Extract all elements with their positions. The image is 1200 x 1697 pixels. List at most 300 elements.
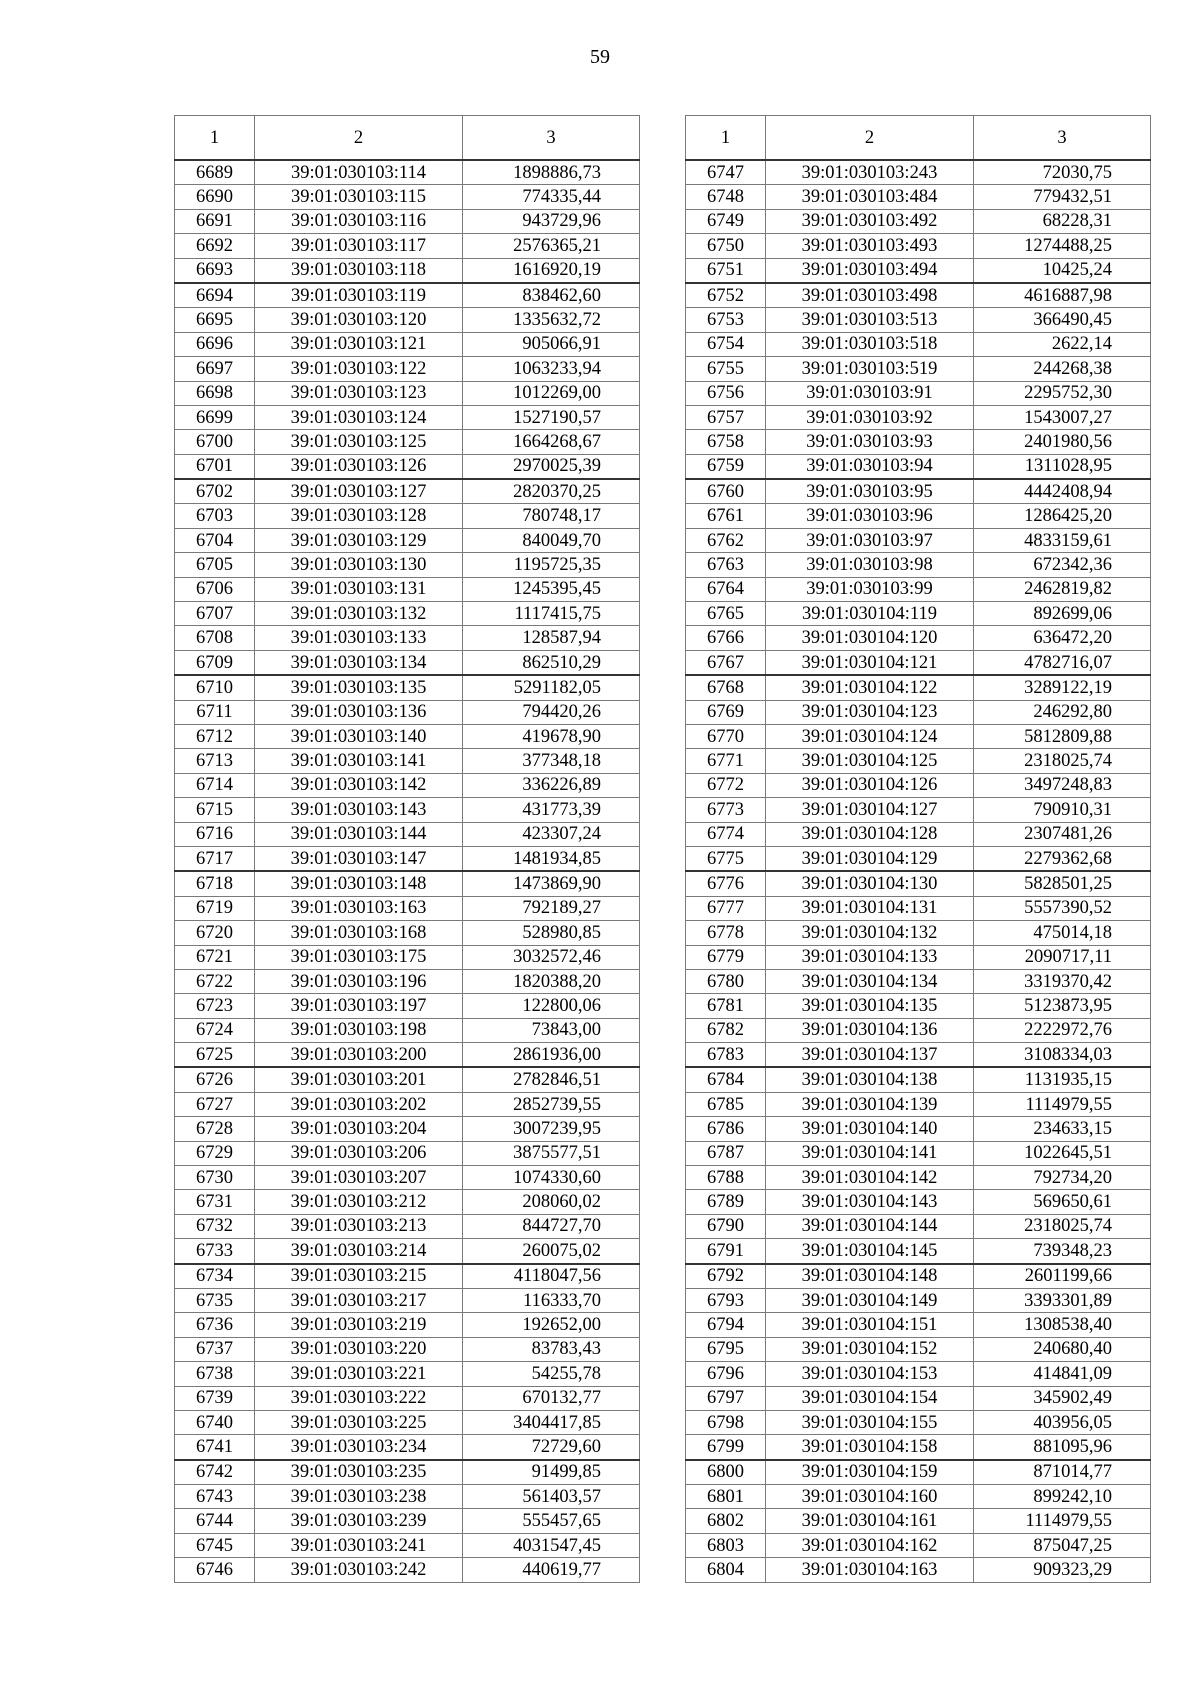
cadastral-number: 39:01:030103:493 [766,234,974,258]
table-row [175,1166,640,1190]
table-row [686,749,1151,773]
cadastral-value: 5291182,05 [463,675,640,700]
table-row [175,1386,640,1410]
row-number: 6706 [175,577,255,601]
row-number: 6693 [175,258,255,283]
cadastral-value: 68228,31 [974,209,1151,233]
row-number: 6726 [175,1067,255,1092]
cadastral-number: 39:01:030103:119 [255,283,463,308]
cadastral-number: 39:01:030103:118 [255,258,463,283]
table-row [175,553,640,577]
cadastral-number: 39:01:030103:201 [255,1067,463,1092]
table-row [175,504,640,528]
table-row [175,626,640,650]
row-number: 6702 [175,479,255,504]
cadastral-number: 39:01:030103:97 [766,528,974,552]
cadastral-value: 1286425,20 [974,504,1151,528]
row-number: 6737 [175,1337,255,1361]
cadastral-number: 39:01:030103:142 [255,773,463,797]
table-row [686,1509,1151,1533]
cadastral-value: 423307,24 [463,822,640,846]
cadastral-value: 403956,05 [974,1410,1151,1434]
table-row [175,1533,640,1557]
table-row [175,724,640,748]
cadastral-value: 72030,75 [974,160,1151,185]
row-number: 6741 [175,1435,255,1460]
table-row [175,185,640,209]
cadastral-value: 2279362,68 [974,846,1151,871]
cadastral-value: 208060,02 [463,1190,640,1214]
table-row [175,479,640,504]
cadastral-value: 128587,94 [463,626,640,650]
row-number: 6781 [686,994,766,1018]
table-row [686,822,1151,846]
cadastral-value: 1481934,85 [463,846,640,871]
table-row [175,1239,640,1264]
cadastral-value: 670132,77 [463,1386,640,1410]
cadastral-number: 39:01:030103:234 [255,1435,463,1460]
table-row [175,1460,640,1485]
cadastral-value: 4782716,07 [974,650,1151,675]
cadastral-value: 780748,17 [463,504,640,528]
table-row [175,650,640,675]
table-row [175,1264,640,1289]
cadastral-value: 1063233,94 [463,357,640,381]
cadastral-value: 2782846,51 [463,1067,640,1092]
row-number: 6694 [175,283,255,308]
table-row [686,1264,1151,1289]
row-number: 6691 [175,209,255,233]
row-number: 6720 [175,921,255,945]
cadastral-value: 234633,15 [974,1117,1151,1141]
table-row [686,332,1151,356]
cadastral-number: 39:01:030103:518 [766,332,974,356]
cadastral-number: 39:01:030104:142 [766,1166,974,1190]
header-row [686,116,1151,161]
table-row [686,454,1151,479]
cadastral-number: 39:01:030104:129 [766,846,974,871]
cadastral-number: 39:01:030103:215 [255,1264,463,1289]
cadastral-value: 246292,80 [974,700,1151,724]
row-number: 6767 [686,650,766,675]
cadastral-number: 39:01:030103:220 [255,1337,463,1361]
cadastral-value: 3032572,46 [463,945,640,969]
cadastral-value: 792734,20 [974,1166,1151,1190]
table-row [175,1362,640,1386]
header-row [175,116,640,161]
cadastral-number: 39:01:030104:145 [766,1239,974,1264]
table-row [686,357,1151,381]
cadastral-number: 39:01:030103:221 [255,1362,463,1386]
cadastral-number: 39:01:030104:154 [766,1386,974,1410]
row-number: 6755 [686,357,766,381]
table-row [686,700,1151,724]
cadastral-number: 39:01:030103:135 [255,675,463,700]
row-number: 6772 [686,773,766,797]
table-row [686,945,1151,969]
table-row [686,1410,1151,1434]
cadastral-number: 39:01:030103:120 [255,308,463,332]
cadastral-number: 39:01:030103:214 [255,1239,463,1264]
cadastral-number: 39:01:030103:494 [766,258,974,283]
row-number: 6722 [175,969,255,993]
cadastral-value: 5812809,88 [974,724,1151,748]
cadastral-number: 39:01:030104:163 [766,1558,974,1582]
row-number: 6744 [175,1509,255,1533]
cadastral-value: 1074330,60 [463,1166,640,1190]
row-number: 6774 [686,822,766,846]
cadastral-number: 39:01:030104:149 [766,1288,974,1312]
cadastral-value: 790910,31 [974,798,1151,822]
row-number: 6801 [686,1485,766,1509]
table-row [175,1337,640,1361]
cadastral-number: 39:01:030103:114 [255,160,463,185]
cadastral-number: 39:01:030104:119 [766,602,974,626]
table-row [686,994,1151,1018]
cadastral-number: 39:01:030103:132 [255,602,463,626]
cadastral-value: 569650,61 [974,1190,1151,1214]
cadastral-number: 39:01:030103:136 [255,700,463,724]
cadastral-value: 2307481,26 [974,822,1151,846]
row-number: 6712 [175,724,255,748]
cadastral-number: 39:01:030103:124 [255,405,463,429]
cadastral-number: 39:01:030103:144 [255,822,463,846]
cadastral-value: 2462819,82 [974,577,1151,601]
cadastral-number: 39:01:030104:161 [766,1509,974,1533]
cadastral-number: 39:01:030103:243 [766,160,974,185]
table-row [686,675,1151,700]
cadastral-number: 39:01:030103:212 [255,1190,463,1214]
table-row [175,1435,640,1460]
cadastral-number: 39:01:030104:155 [766,1410,974,1434]
row-number: 6795 [686,1337,766,1361]
cadastral-value: 555457,65 [463,1509,640,1533]
table-row [686,1067,1151,1092]
table-row [175,160,640,185]
table-row [175,700,640,724]
cadastral-value: 122800,06 [463,994,640,1018]
cadastral-value: 875047,25 [974,1533,1151,1557]
cadastral-value: 4833159,61 [974,528,1151,552]
cadastral-number: 39:01:030104:143 [766,1190,974,1214]
row-number: 6757 [686,405,766,429]
table-row [686,773,1151,797]
row-number: 6803 [686,1533,766,1557]
row-number: 6802 [686,1509,766,1533]
cadastral-number: 39:01:030104:141 [766,1141,974,1165]
row-number: 6751 [686,258,766,283]
table-row [175,822,640,846]
row-number: 6759 [686,454,766,479]
cadastral-value: 1898886,73 [463,160,640,185]
table-row [175,283,640,308]
table-row [175,994,640,1018]
table-row [686,209,1151,233]
table-row [175,405,640,429]
table-row [686,308,1151,332]
cadastral-number: 39:01:030103:198 [255,1018,463,1042]
table-row [686,1117,1151,1141]
cadastral-number: 39:01:030103:222 [255,1386,463,1410]
cadastral-number: 39:01:030103:484 [766,185,974,209]
row-number: 6797 [686,1386,766,1410]
cadastral-value: 840049,70 [463,528,640,552]
cadastral-number: 39:01:030104:139 [766,1092,974,1116]
row-number: 6773 [686,798,766,822]
table-row [686,258,1151,283]
cadastral-number: 39:01:030103:163 [255,896,463,920]
cadastral-number: 39:01:030103:92 [766,405,974,429]
cadastral-value: 4616887,98 [974,283,1151,308]
cadastral-number: 39:01:030104:134 [766,969,974,993]
cadastral-value: 83783,43 [463,1337,640,1361]
cadastral-value: 192652,00 [463,1313,640,1337]
cadastral-number: 39:01:030103:241 [255,1533,463,1557]
cadastral-number: 39:01:030103:204 [255,1117,463,1141]
cadastral-value: 3289122,19 [974,675,1151,700]
table-row [686,405,1151,429]
cadastral-number: 39:01:030103:242 [255,1558,463,1582]
cadastral-value: 905066,91 [463,332,640,356]
cadastral-number: 39:01:030103:213 [255,1214,463,1238]
cadastral-number: 39:01:030104:132 [766,921,974,945]
cadastral-value: 4442408,94 [974,479,1151,504]
table-row [686,504,1151,528]
table-row [175,209,640,233]
cadastral-number: 39:01:030104:153 [766,1362,974,1386]
cadastral-value: 72729,60 [463,1435,640,1460]
cadastral-number: 39:01:030104:125 [766,749,974,773]
column-header-2: 2 [255,116,463,161]
table-row [686,553,1151,577]
table-row [175,430,640,454]
table-row [175,454,640,479]
table-row [686,1362,1151,1386]
cadastral-number: 39:01:030103:116 [255,209,463,233]
cadastral-value: 431773,39 [463,798,640,822]
cadastral-value: 1616920,19 [463,258,640,283]
left-table-body [175,160,640,1582]
cadastral-value: 2861936,00 [463,1043,640,1068]
row-number: 6756 [686,381,766,405]
cadastral-value: 1335632,72 [463,308,640,332]
row-number: 6763 [686,553,766,577]
row-number: 6711 [175,700,255,724]
cadastral-value: 2090717,11 [974,945,1151,969]
row-number: 6719 [175,896,255,920]
cadastral-value: 2622,14 [974,332,1151,356]
row-number: 6695 [175,308,255,332]
row-number: 6745 [175,1533,255,1557]
cadastral-value: 1131935,15 [974,1067,1151,1092]
cadastral-number: 39:01:030104:131 [766,896,974,920]
row-number: 6725 [175,1043,255,1068]
table-row [686,921,1151,945]
table-row [175,1509,640,1533]
cadastral-number: 39:01:030103:148 [255,871,463,896]
table-row [175,798,640,822]
row-number: 6778 [686,921,766,945]
cadastral-value: 260075,02 [463,1239,640,1264]
cadastral-value: 2601199,66 [974,1264,1151,1289]
table-row [686,1386,1151,1410]
cadastral-number: 39:01:030104:144 [766,1214,974,1238]
table-row [686,1460,1151,1485]
cadastral-value: 3007239,95 [463,1117,640,1141]
table-row [175,1410,640,1434]
table-row [175,921,640,945]
cadastral-value: 794420,26 [463,700,640,724]
right-table-body [686,160,1151,1582]
row-number: 6783 [686,1043,766,1068]
row-number: 6752 [686,283,766,308]
cadastral-number: 39:01:030104:130 [766,871,974,896]
cadastral-value: 1473869,90 [463,871,640,896]
row-number: 6776 [686,871,766,896]
cadastral-value: 4031547,45 [463,1533,640,1557]
table-row [175,1313,640,1337]
cadastral-value: 244268,38 [974,357,1151,381]
row-number: 6705 [175,553,255,577]
table-row [686,626,1151,650]
table-row [175,969,640,993]
cadastral-value: 419678,90 [463,724,640,748]
cadastral-number: 39:01:030104:160 [766,1485,974,1509]
cadastral-number: 39:01:030103:238 [255,1485,463,1509]
cadastral-value: 779432,51 [974,185,1151,209]
row-number: 6731 [175,1190,255,1214]
cadastral-number: 39:01:030104:126 [766,773,974,797]
cadastral-number: 39:01:030104:140 [766,1117,974,1141]
cadastral-value: 240680,40 [974,1337,1151,1361]
cadastral-value: 2970025,39 [463,454,640,479]
row-number: 6724 [175,1018,255,1042]
row-number: 6762 [686,528,766,552]
row-number: 6799 [686,1435,766,1460]
table-row [175,871,640,896]
row-number: 6713 [175,749,255,773]
row-number: 6777 [686,896,766,920]
table-row [686,185,1151,209]
cadastral-number: 39:01:030103:217 [255,1288,463,1312]
cadastral-number: 39:01:030104:162 [766,1533,974,1557]
cadastral-number: 39:01:030103:141 [255,749,463,773]
cadastral-value: 844727,70 [463,1214,640,1238]
cadastral-number: 39:01:030103:129 [255,528,463,552]
row-number: 6703 [175,504,255,528]
cadastral-value: 3393301,89 [974,1288,1151,1312]
row-number: 6766 [686,626,766,650]
cadastral-number: 39:01:030103:91 [766,381,974,405]
table-row [175,1067,640,1092]
row-number: 6697 [175,357,255,381]
table-row [686,1214,1151,1238]
row-number: 6721 [175,945,255,969]
cadastral-number: 39:01:030103:122 [255,357,463,381]
cadastral-number: 39:01:030103:133 [255,626,463,650]
row-number: 6761 [686,504,766,528]
row-number: 6790 [686,1214,766,1238]
row-number: 6804 [686,1558,766,1582]
row-number: 6746 [175,1558,255,1582]
table-row [175,1117,640,1141]
row-number: 6701 [175,454,255,479]
cadastral-number: 39:01:030104:152 [766,1337,974,1361]
table-row [686,1435,1151,1460]
cadastral-number: 39:01:030103:117 [255,234,463,258]
cadastral-number: 39:01:030104:120 [766,626,974,650]
cadastral-number: 39:01:030103:128 [255,504,463,528]
row-number: 6743 [175,1485,255,1509]
table-row [686,1337,1151,1361]
table-row [175,1190,640,1214]
cadastral-value: 1820388,20 [463,969,640,993]
cadastral-number: 39:01:030103:225 [255,1410,463,1434]
row-number: 6708 [175,626,255,650]
row-number: 6792 [686,1264,766,1289]
cadastral-number: 39:01:030103:96 [766,504,974,528]
cadastral-value: 440619,77 [463,1558,640,1582]
row-number: 6710 [175,675,255,700]
table-row [686,528,1151,552]
table-row [686,381,1151,405]
cadastral-value: 5557390,52 [974,896,1151,920]
table-row [686,798,1151,822]
table-row [686,1190,1151,1214]
cadastral-value: 1195725,35 [463,553,640,577]
row-number: 6730 [175,1166,255,1190]
row-number: 6735 [175,1288,255,1312]
cadastral-value: 1114979,55 [974,1509,1151,1533]
cadastral-number: 39:01:030104:138 [766,1067,974,1092]
cadastral-number: 39:01:030103:98 [766,553,974,577]
cadastral-number: 39:01:030104:123 [766,700,974,724]
cadastral-number: 39:01:030103:127 [255,479,463,504]
table-row [175,308,640,332]
cadastral-number: 39:01:030103:197 [255,994,463,1018]
row-number: 6736 [175,1313,255,1337]
row-number: 6793 [686,1288,766,1312]
cadastral-value: 3404417,85 [463,1410,640,1434]
cadastral-value: 3319370,42 [974,969,1151,993]
row-number: 6800 [686,1460,766,1485]
cadastral-number: 39:01:030103:130 [255,553,463,577]
row-number: 6689 [175,160,255,185]
cadastral-number: 39:01:030104:133 [766,945,974,969]
row-number: 6748 [686,185,766,209]
column-header-1: 1 [686,116,766,161]
row-number: 6787 [686,1141,766,1165]
row-number: 6727 [175,1092,255,1116]
table-row [686,283,1151,308]
cadastral-number: 39:01:030103:498 [766,283,974,308]
cadastral-number: 39:01:030103:202 [255,1092,463,1116]
cadastral-number: 39:01:030103:125 [255,430,463,454]
row-number: 6791 [686,1239,766,1264]
cadastral-number: 39:01:030104:137 [766,1043,974,1068]
cadastral-number: 39:01:030103:519 [766,357,974,381]
cadastral-value: 73843,00 [463,1018,640,1042]
page-number: 59 [590,46,610,68]
table-row [175,749,640,773]
cadastral-value: 1022645,51 [974,1141,1151,1165]
cadastral-value: 561403,57 [463,1485,640,1509]
row-number: 6789 [686,1190,766,1214]
cadastral-value: 1012269,00 [463,381,640,405]
row-number: 6704 [175,528,255,552]
table-row [175,234,640,258]
table-row [175,1141,640,1165]
